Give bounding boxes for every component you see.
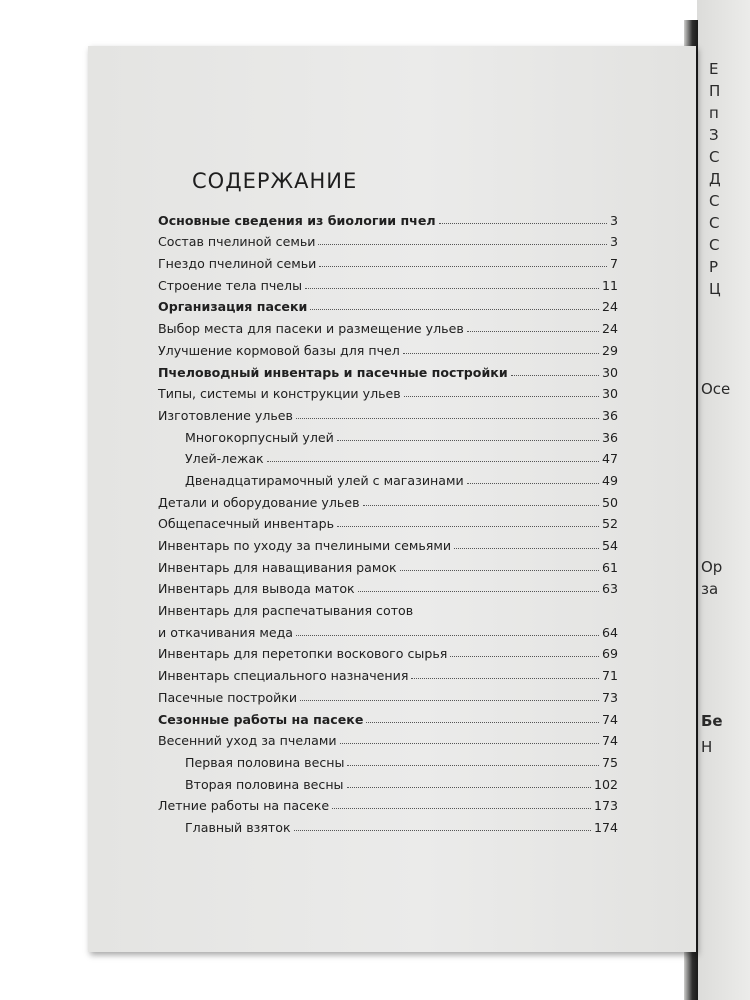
toc-leader-dots (300, 700, 599, 701)
toc-leader-dots (319, 266, 607, 267)
toc-entry-page: 64 (601, 624, 618, 640)
next-page-fragment: С (709, 148, 720, 166)
toc-entry-label: Гнездо пчелиной семьи (158, 256, 317, 272)
toc-entry-label: Вторая половина весны (185, 776, 344, 792)
next-page-fragment: С (709, 236, 720, 254)
toc-entry (158, 640, 618, 662)
toc-entry-page: 74 (601, 711, 618, 727)
toc-entry (158, 228, 618, 250)
toc-entry-page: 36 (601, 429, 618, 445)
toc-entry-label: Инвентарь для наващивания рамок (158, 559, 397, 575)
toc-entry-page: 24 (601, 299, 618, 315)
toc-entry (158, 445, 618, 467)
toc-entry-label: Сезонные работы на пасеке (158, 711, 364, 727)
toc-leader-dots (511, 375, 599, 376)
table-of-contents (158, 206, 618, 835)
toc-entry-label: Инвентарь специального назначения (158, 668, 409, 684)
toc-leader-dots (305, 288, 599, 289)
toc-entry (158, 683, 618, 705)
next-page-fragment: Н (701, 738, 713, 756)
toc-entry-label: Улей-лежак (185, 451, 264, 467)
toc-leader-dots (347, 787, 591, 788)
toc-leader-dots (267, 461, 599, 462)
toc-entry (158, 618, 618, 640)
toc-entry-page: 30 (601, 386, 618, 402)
toc-entry-page: 24 (601, 321, 618, 337)
toc-entry-label: Инвентарь для распечатывания сотов (158, 603, 414, 619)
toc-entry-label: Инвентарь для перетопки воскового сырья (158, 646, 448, 662)
toc-entry-page: 74 (601, 733, 618, 749)
toc-entry-label: Летние работы на пасеке (158, 798, 330, 814)
toc-entry (158, 293, 618, 315)
toc-entry-label: Первая половина весны (185, 754, 345, 770)
next-page-edge (697, 0, 750, 1000)
next-page-fragment: С (709, 192, 720, 210)
next-page-fragment: Ц (709, 280, 721, 298)
toc-entry-page: 61 (601, 559, 618, 575)
toc-leader-dots (450, 656, 599, 657)
toc-leader-dots (340, 743, 599, 744)
next-page-fragment: С (709, 214, 720, 232)
toc-entry-page: 174 (593, 819, 618, 835)
toc-entry-page: 63 (601, 581, 618, 597)
toc-leader-dots (337, 526, 599, 527)
toc-entry (158, 423, 618, 445)
toc-leader-dots (467, 331, 599, 332)
toc-entry-label: Строение тела пчелы (158, 277, 303, 293)
toc-entry-label: Выбор места для пасеки и размещение ульев (158, 321, 464, 337)
next-page-fragment: Бе (701, 712, 723, 730)
toc-entry (158, 553, 618, 575)
toc-entry (158, 249, 618, 271)
toc-entry-page: 7 (609, 256, 618, 272)
next-page-fragment: за (701, 580, 719, 598)
toc-entry-page: 3 (609, 234, 618, 250)
toc-entry (158, 792, 618, 814)
toc-entry-label: Пчеловодный инвентарь и пасечные постройки (158, 364, 508, 380)
toc-entry (158, 727, 618, 749)
toc-entry-label: Организация пасеки (158, 299, 308, 315)
next-page-fragment: Д (709, 170, 721, 188)
toc-entry-label: Инвентарь по уходу за пчелиными семьями (158, 538, 452, 553)
toc-entry-label: и откачивания меда (158, 624, 293, 640)
toc-entry-label: Детали и оборудование ульев (158, 494, 360, 510)
toc-leader-dots (403, 353, 599, 354)
toc-leader-dots (318, 244, 607, 245)
toc-entry-label: Изготовление ульев (158, 407, 293, 423)
toc-entry (158, 770, 618, 792)
toc-entry-page: 36 (601, 407, 618, 423)
toc-entry-page: 102 (593, 776, 618, 792)
toc-entry-page: 173 (593, 798, 618, 814)
toc-leader-dots (439, 223, 607, 224)
toc-entry (158, 705, 618, 727)
toc-entry (158, 401, 618, 423)
book-page (88, 46, 696, 952)
toc-entry (158, 531, 618, 553)
toc-entry (158, 358, 618, 380)
toc-leader-dots (454, 548, 599, 549)
next-page-fragment: Ор (701, 558, 723, 576)
toc-entry-page: 50 (601, 494, 618, 510)
next-page-fragment: Р (709, 258, 719, 276)
toc-entry-page: 52 (601, 516, 618, 532)
toc-entry-label: Основные сведения из биологии пчел (158, 212, 436, 228)
toc-leader-dots (411, 678, 599, 679)
toc-leader-dots (337, 440, 599, 441)
toc-entry-label: Пасечные постройки (158, 689, 298, 705)
toc-entry (158, 510, 618, 532)
toc-entry-page: 73 (601, 689, 618, 705)
toc-entry-label: Состав пчелиной семьи (158, 234, 316, 250)
toc-leader-dots (363, 505, 599, 506)
toc-entry (158, 596, 618, 618)
toc-entry-page: 69 (601, 646, 618, 662)
toc-leader-dots (294, 830, 591, 831)
toc-entry (158, 380, 618, 402)
page-title: СОДЕРЖАНИЕ (192, 169, 358, 193)
toc-leader-dots (358, 591, 599, 592)
toc-entry-page: 49 (601, 472, 618, 488)
toc-entry-label: Инвентарь для вывода маток (158, 581, 355, 597)
toc-entry (158, 336, 618, 358)
toc-entry-page: 29 (601, 342, 618, 358)
toc-entry-label: Двенадцатирамочный улей с магазинами (185, 472, 464, 488)
toc-leader-dots (347, 765, 599, 766)
next-page-fragment: Осе (701, 380, 731, 398)
next-page-fragment: З (709, 126, 719, 144)
toc-leader-dots (404, 396, 599, 397)
toc-leader-dots (366, 722, 599, 723)
toc-entry-page: 54 (601, 538, 618, 553)
toc-entry-label: Весенний уход за пчелами (158, 733, 337, 749)
toc-entry-label: Общепасечный инвентарь (158, 516, 335, 532)
toc-entry-label: Главный взяток (185, 819, 291, 835)
toc-leader-dots (400, 570, 599, 571)
toc-entry-page: 11 (601, 277, 618, 293)
next-page-fragment: П (709, 82, 721, 100)
toc-entry (158, 661, 618, 683)
toc-entry-page: 3 (609, 212, 618, 228)
toc-entry (158, 813, 618, 835)
next-page-fragment: E (709, 60, 719, 78)
toc-entry-label: Многокорпусный улей (185, 429, 334, 445)
toc-leader-dots (332, 808, 591, 809)
toc-entry (158, 206, 618, 228)
toc-entry-page: 71 (601, 668, 618, 684)
toc-leader-dots (467, 483, 599, 484)
toc-entry (158, 748, 618, 770)
toc-entry-page: 47 (601, 451, 618, 467)
toc-entry (158, 314, 618, 336)
next-page-fragment: п (709, 104, 719, 122)
toc-entry-page: 75 (601, 754, 618, 770)
toc-leader-dots (296, 635, 599, 636)
toc-entry (158, 271, 618, 293)
toc-entry (158, 488, 618, 510)
toc-entry (158, 575, 618, 597)
toc-entry (158, 466, 618, 488)
toc-entry-label: Улучшение кормовой базы для пчел (158, 342, 400, 358)
toc-leader-dots (296, 418, 599, 419)
toc-leader-dots (310, 309, 599, 310)
toc-entry-page: 30 (601, 364, 618, 380)
toc-entry-label: Типы, системы и конструкции ульев (158, 386, 401, 402)
